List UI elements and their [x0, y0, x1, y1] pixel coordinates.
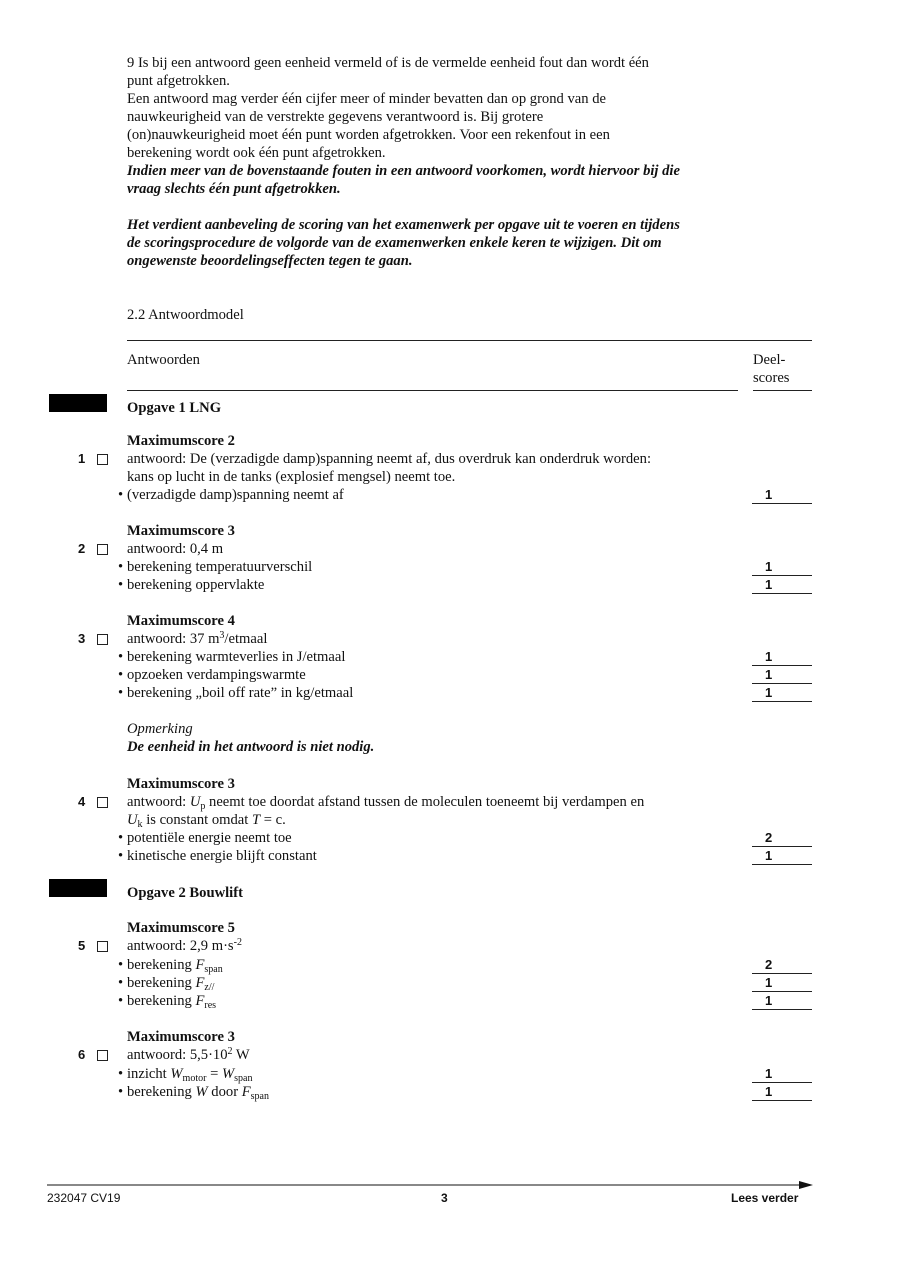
bullet-icon: • — [118, 487, 124, 503]
bullet-icon: • — [118, 848, 124, 864]
answer-text — [127, 937, 242, 955]
intro-line: Het verdient aanbeveling de scoring van het examenwerk per opgave uit te voeren en tijdens — [127, 217, 680, 233]
score-line — [752, 992, 812, 1010]
scores-header — [753, 351, 789, 387]
symbol: U — [127, 812, 138, 828]
bullet-icon: • — [118, 667, 124, 683]
question-number: 2 — [78, 541, 86, 556]
score-value: 2 — [765, 830, 773, 845]
max-score: Maximumscore 3 — [127, 776, 235, 792]
score-value: 1 — [765, 487, 773, 502]
answer-text — [127, 793, 644, 811]
score-value: 1 — [765, 975, 773, 990]
criterion-text: berekening „boil off rate” in kg/etmaal — [127, 685, 354, 701]
table-top-rule — [127, 340, 812, 341]
intro-line: berekening wordt ook één punt afgetrokken. — [127, 145, 386, 161]
score-line — [752, 956, 812, 974]
question-number: 5 — [78, 938, 86, 953]
footer-arrow-icon — [47, 1180, 815, 1190]
score-value: 1 — [765, 993, 773, 1008]
symbol: F — [241, 1084, 251, 1100]
intro-line: Een antwoord mag verder één cijfer meer of minder bevatten dan op grond van de — [127, 91, 606, 107]
answer-text: kans op lucht in de tanks (explosief mengsel) neemt toe. — [127, 469, 456, 485]
score-line — [752, 666, 812, 684]
answer-text — [127, 630, 267, 648]
intro-line: (on)nauwkeurigheid moet één punt worden afgetrokken. Voor een rekenfout in een — [127, 127, 610, 143]
answers-header: Antwoorden — [127, 352, 200, 368]
score-value: 1 — [765, 848, 773, 863]
score-line — [752, 684, 812, 702]
criterion-text: berekening warmteverlies in J/etmaal — [127, 649, 346, 665]
score-value: 1 — [765, 685, 773, 700]
score-line — [752, 1083, 812, 1101]
criterion-text: berekening oppervlakte — [127, 577, 265, 593]
score-value: 2 — [765, 957, 773, 972]
checkbox-icon[interactable] — [97, 454, 108, 465]
symbol: T — [252, 812, 261, 828]
bullet-icon: • — [118, 830, 124, 846]
checkbox-icon[interactable] — [97, 634, 108, 645]
question-number: 1 — [78, 451, 86, 466]
section-title: 2.2 Antwoordmodel — [127, 307, 244, 323]
criterion-text — [127, 956, 223, 974]
answer-part: antwoord: — [127, 794, 190, 810]
symbol-sub: p — [200, 801, 206, 812]
criterion-text — [127, 974, 214, 992]
criterion-part: berekening — [127, 975, 196, 991]
symbol-sub: k — [137, 819, 143, 830]
criterion-text: (verzadigde damp)spanning neemt af — [127, 487, 344, 503]
symbol: W — [221, 1066, 235, 1082]
symbol: F — [195, 975, 205, 991]
bullet-icon: • — [118, 1066, 124, 1082]
intro-line: vraag slechts één punt afgetrokken. — [127, 181, 341, 197]
score-line — [752, 1065, 812, 1083]
symbol-sub: res — [204, 1000, 217, 1011]
checkbox-icon[interactable] — [97, 1050, 108, 1061]
bullet-icon: • — [118, 1084, 124, 1100]
intro-line: 9 Is bij een antwoord geen eenheid vermeld of is de vermelde eenheid fout dan wordt één — [127, 55, 649, 71]
score-line — [752, 829, 812, 847]
answer-sup: -2 — [233, 937, 242, 948]
max-score: Maximumscore 5 — [127, 920, 235, 936]
answer-text — [127, 811, 286, 829]
symbol: U — [189, 794, 201, 810]
score-line — [752, 847, 812, 865]
checkbox-icon[interactable] — [97, 797, 108, 808]
checkbox-icon[interactable] — [97, 941, 108, 952]
criterion-text: kinetische energie blijft constant — [127, 848, 317, 864]
answer-text: antwoord: 0,4 m — [127, 541, 224, 557]
max-score: Maximumscore 4 — [127, 613, 235, 629]
opgave-marker — [49, 394, 107, 412]
answer-part: antwoord: 5,5·10 — [127, 1047, 228, 1063]
symbol: F — [195, 957, 205, 973]
intro-line: ongewenste beoordelingseffecten tegen te gaan. — [127, 253, 413, 269]
answer-part: antwoord: 37 m — [127, 631, 220, 647]
max-score: Maximumscore 3 — [127, 523, 235, 539]
criterion-part: inzicht — [127, 1066, 171, 1082]
score-value: 1 — [765, 1066, 773, 1081]
criterion-part: berekening — [127, 1084, 196, 1100]
bullet-icon: • — [118, 957, 124, 973]
max-score: Maximumscore 2 — [127, 433, 235, 449]
symbol: W — [195, 1084, 208, 1100]
intro-line: punt afgetrokken. — [127, 73, 230, 89]
symbol-sub: span — [234, 1073, 253, 1084]
question-number: 4 — [78, 794, 86, 809]
criterion-text: potentiële energie neemt toe — [127, 830, 292, 846]
opgave-title: Opgave 2 Bouwlift — [127, 885, 243, 901]
answer-part: is constant omdat — [142, 812, 252, 828]
criterion-text — [127, 992, 216, 1010]
question-number: 3 — [78, 631, 86, 646]
answer-sup: 3 — [219, 630, 225, 641]
opgave-marker — [49, 879, 107, 897]
bullet-icon: • — [118, 559, 124, 575]
criterion-part: door — [207, 1084, 242, 1100]
score-value: 1 — [765, 1084, 773, 1099]
max-score: Maximumscore 3 — [127, 1029, 235, 1045]
criterion-part: berekening — [127, 993, 196, 1009]
symbol-sub: motor — [182, 1073, 207, 1084]
criterion-text: opzoeken verdampingswarmte — [127, 667, 306, 683]
answer-part: /etmaal — [224, 631, 268, 647]
page-number: 3 — [441, 1191, 448, 1205]
answer-text: antwoord: De (verzadigde damp)spanning neemt af, dus overdruk kan onderdruk worden: — [127, 451, 651, 467]
bullet-icon: • — [118, 685, 124, 701]
answer-sup: 2 — [227, 1046, 233, 1057]
symbol: W — [170, 1066, 183, 1082]
intro-line: Indien meer van de bovenstaande fouten in een antwoord voorkomen, wordt hiervoor bij die — [127, 163, 680, 179]
criterion-text: berekening temperatuurverschil — [127, 559, 313, 575]
scores-header-line: scores — [753, 370, 790, 386]
bullet-icon: • — [118, 993, 124, 1009]
answer-part: neemt toe doordat afstand tussen de moleculen toeneemt bij verdampen en — [205, 794, 645, 810]
intro-line: nauwkeurigheid van de verstrekte gegevens verantwoord is. Bij grotere — [127, 109, 544, 125]
score-line — [752, 648, 812, 666]
score-line — [752, 558, 812, 576]
criterion-text — [127, 1065, 252, 1083]
score-value: 1 — [765, 559, 773, 574]
next-page-label: Lees verder — [731, 1191, 799, 1205]
bullet-icon: • — [118, 975, 124, 991]
score-line — [752, 576, 812, 594]
opgave-title: Opgave 1 LNG — [127, 400, 222, 416]
header-rule-right — [753, 390, 812, 391]
question-number: 6 — [78, 1047, 86, 1062]
footer-code: 232047 CV19 — [47, 1191, 121, 1205]
remark-title: Opmerking — [127, 721, 193, 737]
symbol-sub: z// — [204, 982, 215, 993]
answer-part: W — [232, 1047, 250, 1063]
scores-header-line: Deel- — [753, 352, 786, 368]
checkbox-icon[interactable] — [97, 544, 108, 555]
score-line — [752, 974, 812, 992]
remark-text: De eenheid in het antwoord is niet nodig. — [127, 739, 375, 755]
symbol: F — [195, 993, 205, 1009]
criterion-text — [127, 1083, 269, 1101]
bullet-icon: • — [118, 649, 124, 665]
symbol-sub: span — [250, 1091, 269, 1102]
bullet-icon: • — [118, 577, 124, 593]
score-value: 1 — [765, 649, 773, 664]
answer-part: = c. — [260, 812, 286, 828]
intro-line: de scoringsprocedure de volgorde van de examenwerken enkele keren te wijzigen. Dit om — [127, 235, 662, 251]
criterion-part: berekening — [127, 957, 196, 973]
criterion-part: = — [206, 1066, 222, 1082]
answer-text — [127, 1046, 250, 1064]
answer-part: antwoord: 2,9 m·s — [127, 938, 234, 954]
score-line — [752, 486, 812, 504]
header-rule-left — [127, 390, 738, 391]
symbol-sub: span — [204, 964, 223, 975]
score-value: 1 — [765, 577, 773, 592]
score-value: 1 — [765, 667, 773, 682]
